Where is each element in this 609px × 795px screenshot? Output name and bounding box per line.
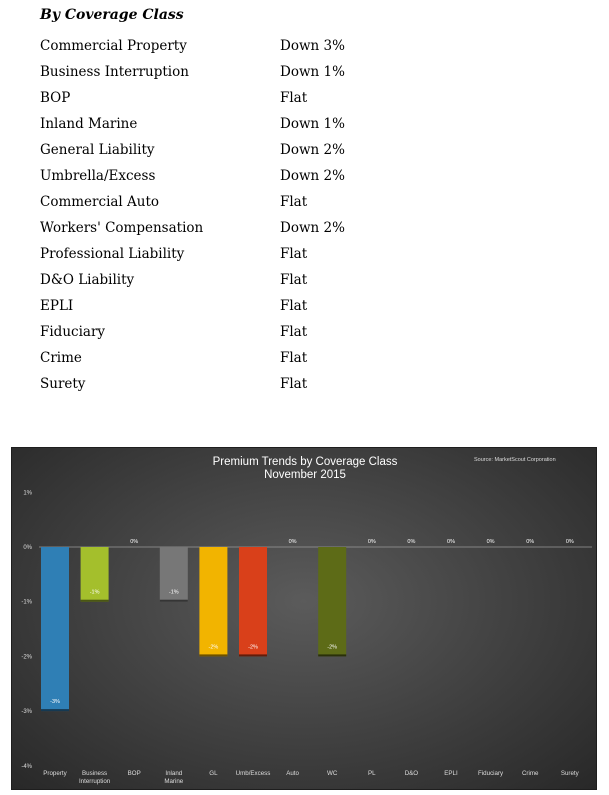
coverage-class-change: Down 1% bbox=[280, 64, 345, 80]
y-tick-label: -1% bbox=[21, 599, 32, 606]
table-row bbox=[40, 324, 560, 350]
x-tick-label: WC bbox=[327, 770, 338, 777]
bar bbox=[318, 547, 346, 656]
x-tick-label: Crime bbox=[521, 770, 539, 777]
y-tick-label: -4% bbox=[21, 763, 32, 770]
bar-base-shadow bbox=[239, 654, 267, 656]
x-tick-label: Umb/Excess bbox=[235, 770, 271, 777]
y-tick-label: 1% bbox=[23, 490, 32, 497]
data-label: 0% bbox=[130, 539, 139, 545]
table-row bbox=[40, 116, 560, 142]
coverage-class-name: General Liability bbox=[40, 142, 155, 158]
x-tick-label: Fiduciary bbox=[478, 770, 504, 777]
coverage-class-name: Business Interruption bbox=[40, 64, 189, 80]
premium-trends-chart bbox=[11, 447, 597, 790]
x-tick-label: Business bbox=[82, 770, 108, 777]
coverage-class-name: D&O Liability bbox=[40, 272, 135, 288]
coverage-class-change: Flat bbox=[280, 376, 308, 392]
y-tick-label: 0% bbox=[23, 545, 32, 551]
coverage-class-name: Commercial Auto bbox=[40, 194, 160, 210]
coverage-class-change: Flat bbox=[280, 272, 308, 288]
table-row bbox=[40, 220, 560, 246]
table-row bbox=[40, 272, 560, 298]
bar bbox=[239, 547, 267, 656]
table-row bbox=[40, 64, 560, 90]
coverage-class-name: Crime bbox=[40, 350, 82, 366]
x-tick-label: Interruption bbox=[78, 778, 111, 785]
coverage-class-name: EPLI bbox=[40, 298, 74, 314]
data-label: 0% bbox=[407, 539, 416, 545]
table-row bbox=[40, 298, 560, 324]
coverage-class-name: Inland Marine bbox=[40, 116, 138, 132]
coverage-class-change: Flat bbox=[280, 298, 308, 314]
bar bbox=[41, 547, 69, 711]
coverage-class-change: Down 2% bbox=[280, 220, 345, 236]
data-label: 0% bbox=[288, 539, 297, 545]
section-heading: By Coverage Class bbox=[40, 7, 184, 23]
coverage-class-name: Commercial Property bbox=[40, 38, 187, 54]
coverage-class-table bbox=[40, 38, 560, 402]
table-row bbox=[40, 246, 560, 272]
x-tick-label: BOP bbox=[127, 770, 141, 777]
table-row bbox=[40, 168, 560, 194]
coverage-class-change: Down 1% bbox=[280, 116, 345, 132]
table-row bbox=[40, 38, 560, 64]
x-tick-label: Property bbox=[43, 770, 67, 777]
table-row bbox=[40, 142, 560, 168]
bar-base-shadow bbox=[160, 600, 188, 602]
y-tick-label: -3% bbox=[21, 709, 32, 716]
x-tick-label: Auto bbox=[286, 770, 299, 777]
x-tick-label: GL bbox=[209, 770, 218, 777]
coverage-class-change: Flat bbox=[280, 350, 308, 366]
coverage-class-name: Surety bbox=[40, 376, 86, 392]
coverage-class-name: Umbrella/Excess bbox=[40, 168, 156, 184]
coverage-class-change: Flat bbox=[280, 194, 308, 210]
data-label: -3% bbox=[50, 699, 60, 706]
chart-title: Premium Trends by Coverage Class bbox=[212, 456, 398, 468]
data-label: 0% bbox=[526, 539, 535, 545]
coverage-class-change: Flat bbox=[280, 324, 308, 340]
coverage-class-change: Down 3% bbox=[280, 38, 345, 54]
table-row bbox=[40, 90, 560, 116]
data-label: 0% bbox=[486, 539, 495, 545]
coverage-class-change: Flat bbox=[280, 90, 308, 106]
x-tick-label: Marine bbox=[164, 778, 184, 785]
coverage-class-change: Flat bbox=[280, 246, 308, 262]
data-label: 0% bbox=[447, 539, 455, 545]
chart-svg bbox=[12, 448, 597, 790]
bar-base-shadow bbox=[318, 654, 346, 656]
x-tick-label: Inland bbox=[165, 770, 183, 777]
coverage-class-change: Down 2% bbox=[280, 142, 345, 158]
chart-subtitle: November 2015 bbox=[264, 469, 346, 481]
y-tick-label: -2% bbox=[21, 654, 32, 661]
data-label: -1% bbox=[89, 589, 100, 596]
bar-base-shadow bbox=[199, 654, 227, 656]
coverage-class-name: Fiduciary bbox=[40, 324, 106, 340]
coverage-class-name: BOP bbox=[40, 90, 71, 106]
data-label: -2% bbox=[248, 644, 258, 651]
bar-base-shadow bbox=[81, 600, 109, 602]
chart-source: Source: MarketScout Corporation bbox=[474, 457, 556, 463]
x-tick-label: D&O bbox=[404, 770, 419, 777]
data-label: 0% bbox=[565, 539, 574, 545]
table-row bbox=[40, 350, 560, 376]
data-label: -1% bbox=[168, 589, 179, 596]
coverage-class-change: Down 2% bbox=[280, 168, 345, 184]
bar bbox=[199, 547, 227, 656]
coverage-class-name: Professional Liability bbox=[40, 246, 185, 262]
table-row bbox=[40, 194, 560, 220]
data-label: 0% bbox=[367, 539, 376, 545]
bar-base-shadow bbox=[41, 709, 69, 711]
x-tick-label: Surety bbox=[560, 770, 579, 777]
x-tick-label: PL bbox=[368, 770, 376, 777]
data-label: -2% bbox=[208, 644, 219, 651]
data-label: -2% bbox=[327, 644, 338, 651]
x-tick-label: EPLI bbox=[444, 770, 458, 777]
coverage-class-name: Workers' Compensation bbox=[40, 220, 204, 236]
table-row bbox=[40, 376, 560, 402]
